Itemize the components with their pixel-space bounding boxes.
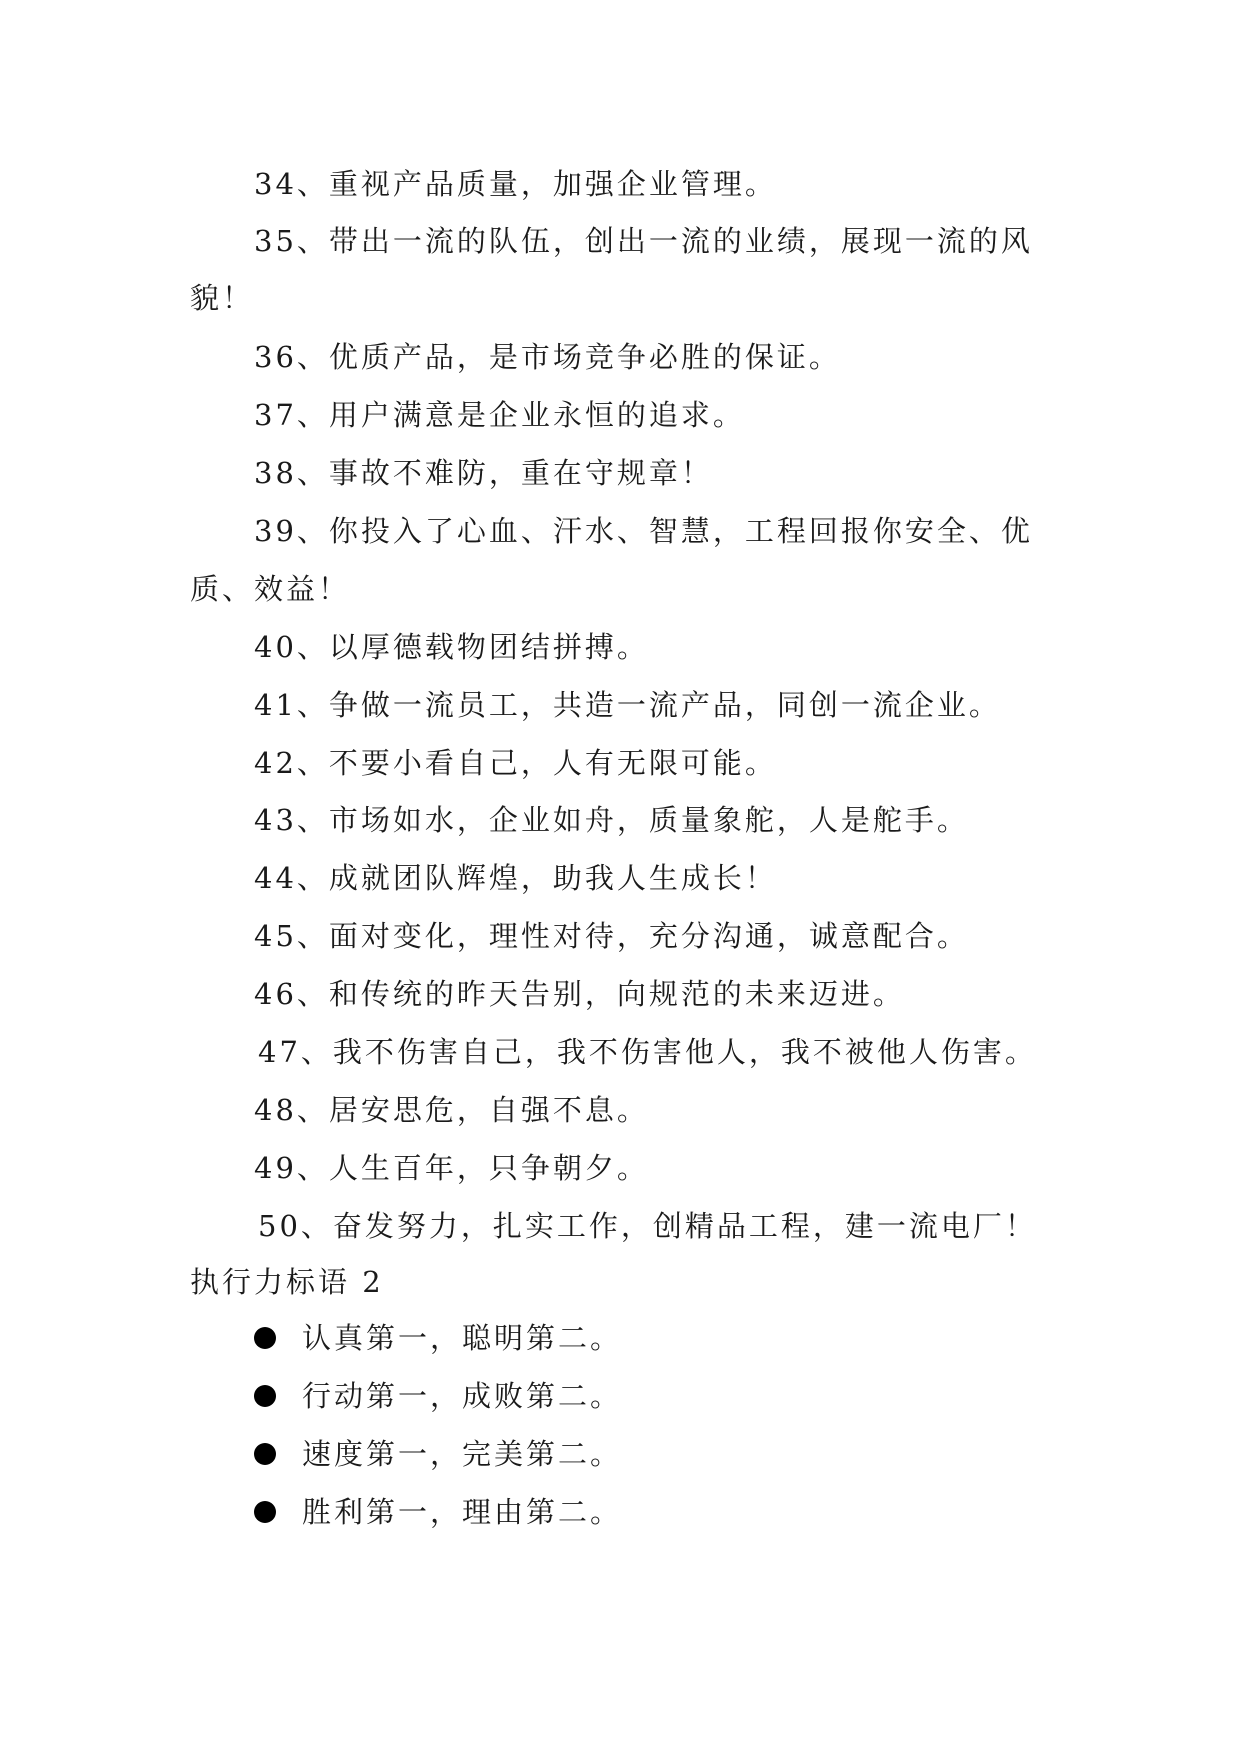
section-title: 执行力标语 2 <box>190 1265 384 1299</box>
slogan-47: 47、我不伤害自己，我不伤害他人，我不被他人伤害。 <box>258 1035 1037 1069</box>
bullet-item <box>254 1492 622 1532</box>
slogan-39-continued: 质、效益！ <box>190 572 351 606</box>
slogan-44: 44、成就团队辉煌，助我人生成长！ <box>254 861 777 895</box>
bullet-icon <box>254 1501 276 1523</box>
slogan-45: 45、面对变化，理性对待，充分沟通，诚意配合。 <box>254 919 969 953</box>
bullet-item <box>254 1318 622 1358</box>
slogan-34: 34、重视产品质量，加强企业管理。 <box>254 167 777 201</box>
slogan-42: 42、不要小看自己，人有无限可能。 <box>254 746 777 780</box>
bullet-text: 胜利第一，理由第二。 <box>302 1495 623 1529</box>
slogan-38: 38、事故不难防，重在守规章！ <box>254 456 713 490</box>
bullet-text: 认真第一，聪明第二。 <box>302 1321 623 1355</box>
bullet-text: 速度第一，完美第二。 <box>302 1437 623 1471</box>
slogan-41: 41、争做一流员工，共造一流产品，同创一流企业。 <box>254 688 1001 722</box>
bullet-icon <box>254 1327 276 1349</box>
slogan-35: 35、带出一流的队伍，创出一流的业绩，展现一流的风 <box>254 224 1033 258</box>
slogan-49: 49、人生百年，只争朝夕。 <box>254 1151 649 1185</box>
slogan-39: 39、你投入了心血、汗水、智慧，工程回报你安全、优 <box>254 514 1033 548</box>
bullet-item <box>254 1376 622 1416</box>
slogan-43: 43、市场如水，企业如舟，质量象舵，人是舵手。 <box>254 803 969 837</box>
slogan-40: 40、以厚德载物团结拼搏。 <box>254 630 649 664</box>
bullet-item <box>254 1434 622 1474</box>
slogan-50: 50、奋发努力，扎实工作，创精品工程，建一流电厂！ <box>258 1209 1037 1243</box>
bullet-text: 行动第一，成败第二。 <box>302 1379 623 1413</box>
slogan-37: 37、用户满意是企业永恒的追求。 <box>254 398 745 432</box>
slogan-46: 46、和传统的昨天告别，向规范的未来迈进。 <box>254 977 905 1011</box>
bullet-icon <box>254 1385 276 1407</box>
slogan-48: 48、居安思危，自强不息。 <box>254 1093 649 1127</box>
slogan-35-continued: 貌！ <box>190 281 255 315</box>
slogan-36: 36、优质产品，是市场竞争必胜的保证。 <box>254 340 841 374</box>
bullet-icon <box>254 1443 276 1465</box>
